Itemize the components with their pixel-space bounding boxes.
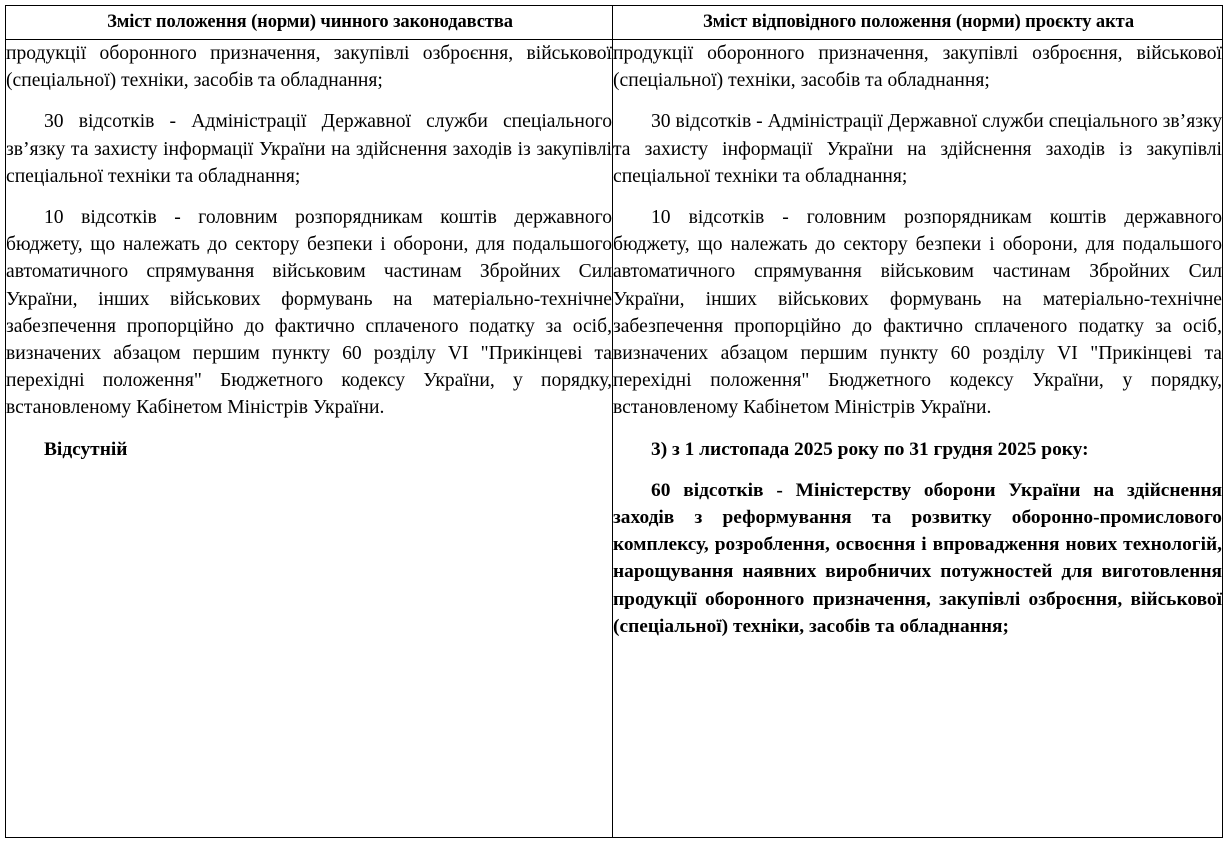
header-label-current-legislation: Зміст положення (норми) чинного законодавства [107,12,513,32]
left-column-content [6,40,612,463]
right-column-content [613,40,1222,640]
table-body-row [6,40,1223,838]
right-paragraph-60-percent: 60 відсотків - Міністерству оборони України на здійснення заходів з реформування та розвитку оборонно-промислового комплексу, розроблення, освоєння і впровадження нових технологій, нарощування наявних виробничих потужностей для виготовлення продукції оборонного призначення, закупівлі озброєння, військової (спеціальної) техніки, засобів та обладнання; [613,479,1222,637]
table-header-cell-draft-act [613,6,1223,40]
right-paragraph-period-heading: 3) з 1 листопада 2025 року по 31 грудня 2025 року: [651,438,1089,460]
cell-current-legislation [6,40,613,838]
right-paragraph-3: 10 відсотків - головним розпорядникам коштів державного бюджету, що належать до сектору безпеки і оборони, для подальшого автоматичного спрямування військовим частинам Збройних Сил України, інших військових формувань на матеріально-технічне забезпечення пропорційно до фактично сплаченого податку за осіб, визначених абзацом першим пункту 60 розділу VI "Прикінцеві та перехідні положення" Бюджетного кодексу України, у порядку, встановленому Кабінетом Міністрів України. [613,207,1222,419]
comparison-table [5,5,1223,838]
right-paragraph-1: продукції оборонного призначення, закупівлі озброєння, військової (спеціальної) техніки, засобів та обладнання; [613,43,1222,92]
left-paragraph-absent: Відсутній [44,438,128,460]
table-header-row [6,6,1223,40]
cell-draft-act [613,40,1223,838]
table-header-cell-current-legislation [6,6,613,40]
left-paragraph-1: продукції оборонного призначення, закупівлі озброєння, військової (спеціальної) техніки, засобів та обладнання; [6,43,612,92]
left-paragraph-3: 10 відсотків - головним розпорядникам коштів державного бюджету, що належать до сектору безпеки і оборони, для подальшого автоматичного спрямування військовим частинам Збройних Сил України, інших військових формувань на матеріально-технічне забезпечення пропорційно до фактично сплаченого податку за осіб, визначених абзацом першим пункту 60 розділу VI "Прикінцеві та перехідні положення" Бюджетного кодексу України, у порядку, встановленому Кабінетом Міністрів України. [6,207,612,419]
right-paragraph-2: 30 відсотків - Адміністрації Державної служби спеціального зв’язку та захисту інформації України на здійснення заходів із закупівлі спеціальної техніки та обладнання; [613,111,1222,187]
header-label-draft-act: Зміст відповідного положення (норми) проєкту акта [702,12,1135,32]
left-paragraph-2: 30 відсотків - Адміністрації Державної служби спеціального зв’язку та захисту інформації України на здійснення заходів із закупівлі спеціальної техніки та обладнання; [6,111,612,187]
